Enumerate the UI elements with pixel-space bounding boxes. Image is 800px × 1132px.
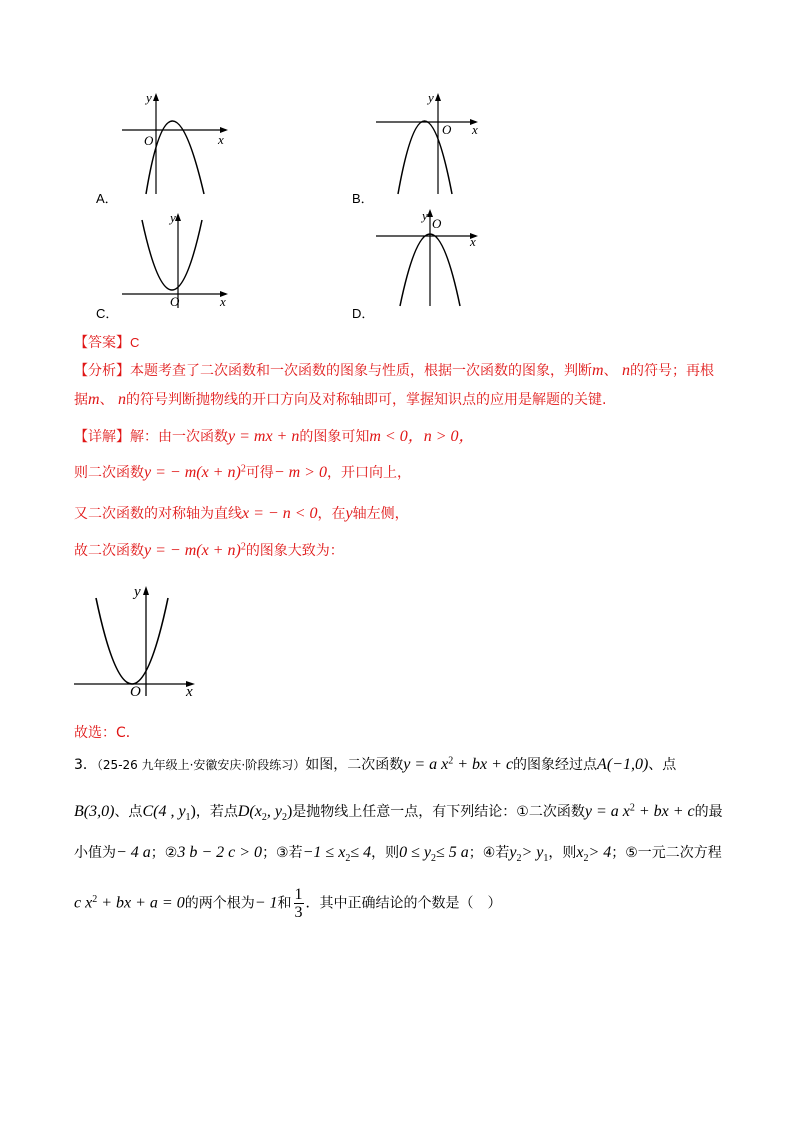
graph-b: [372, 90, 492, 200]
detail-line-1: [74, 423, 475, 446]
solution-y-label: y: [134, 584, 141, 600]
equation: y = a x: [584, 803, 630, 820]
analysis-tag: 【分析】: [74, 363, 130, 379]
paren: ): [190, 803, 196, 820]
answer-tag: 【答案】: [74, 335, 130, 351]
subscript: 2: [261, 811, 267, 823]
analysis-text-1-end: 的符号；再根: [630, 363, 715, 379]
q3-text: ；②: [150, 845, 178, 861]
graph-c: [112, 208, 238, 312]
point-d: , y: [266, 803, 282, 820]
detail-text: 可得: [245, 465, 274, 481]
expression: − 4 a: [116, 844, 151, 861]
var-n: n: [118, 391, 127, 408]
q3-text: ；③若: [262, 845, 303, 861]
q3-text: ．其中正确结论的个数是（ ）: [305, 895, 502, 912]
graph-b-y-label: y: [428, 90, 434, 105]
question-number: 3．: [74, 757, 97, 773]
analysis-text-1: 本题考查了二次函数和一次函数的图象与性质，根据一次函数的图象，判断: [130, 363, 592, 379]
solution-graph: [70, 580, 210, 698]
analysis-text-2-end: 的符号判断抛物线的开口方向及对称轴即可，掌握知识点的应用是解题的关键.: [126, 392, 607, 408]
q3-line-2: [74, 801, 723, 823]
graph-b-x-label: x: [472, 122, 478, 137]
graph-d-y-label: y: [422, 208, 428, 223]
separator: 、: [603, 363, 618, 379]
inequality: − m > 0: [273, 464, 327, 481]
equation: y = − m(x + n): [144, 464, 241, 481]
subscript: 2: [430, 852, 436, 864]
detail-text: 的图象可知: [299, 429, 370, 445]
graph-d: [370, 206, 490, 312]
graph-a: [118, 90, 238, 200]
inequality: m < 0，n > 0，: [369, 428, 475, 445]
graph-d-origin-label: O: [432, 216, 442, 231]
detail-text: ，在: [317, 506, 346, 522]
subscript: 2: [281, 811, 287, 823]
detail-line-3: [74, 503, 409, 523]
fraction-numerator: 1: [294, 886, 303, 903]
choice-line: 故选：C．: [74, 725, 140, 741]
detail-line-4: [74, 540, 344, 560]
equation: x = − n < 0: [242, 505, 318, 522]
graph-c-origin-label: O: [170, 294, 180, 309]
expression: 0 ≤ y: [399, 844, 431, 861]
expression: −1 ≤ x: [302, 844, 346, 861]
expression: x: [576, 844, 584, 861]
equation: y = − m(x + n): [144, 542, 241, 559]
equation: + bx + c: [453, 756, 514, 773]
detail-text: 又二次函数的对称轴为直线: [74, 506, 242, 522]
q3-text: ；⑤一元二次方程: [611, 845, 722, 861]
q3-text: 的两个根为: [184, 895, 255, 912]
graph-d-x-label: x: [470, 234, 476, 249]
q3-text: ；④若: [468, 845, 510, 861]
exponent: 2: [240, 541, 246, 553]
q3-text: 、点: [648, 757, 677, 773]
option-a-label[interactable]: A．: [96, 191, 118, 206]
q3-line-4: [74, 886, 502, 921]
separator: 、: [99, 392, 114, 408]
answer-value: C: [130, 335, 140, 350]
expression: > 4: [588, 844, 612, 861]
detail-text: 的图象大致为：: [245, 543, 344, 559]
subscript: 2: [583, 852, 589, 864]
q3-text: ，若点: [195, 804, 238, 820]
expression: > y: [521, 844, 544, 861]
exponent: 2: [92, 893, 98, 905]
graph-a-x-label: x: [218, 132, 224, 147]
subscript: 2: [345, 852, 351, 864]
expression: ≤ 4: [350, 844, 372, 861]
detail-line-2: [74, 462, 411, 482]
point-c: C(4 , y: [142, 803, 186, 820]
q3-text: 是抛物线上任意一点，有下列结论：①二次函数: [292, 804, 585, 820]
equation: + bx + c: [634, 803, 695, 820]
detail-text: 解：由一次函数: [130, 429, 228, 445]
graph-a-origin-label: O: [144, 133, 154, 148]
var-m: m: [592, 362, 604, 379]
var-y: y: [345, 505, 353, 522]
detail-text: 轴左侧，: [352, 506, 409, 522]
expression: − 1: [254, 894, 278, 912]
q3-line-3: [74, 842, 722, 864]
expression: ≤ 5 a: [435, 844, 469, 861]
graph-c-x-label: x: [220, 294, 226, 309]
option-c-label[interactable]: C．: [96, 306, 119, 321]
solution-x-label: x: [186, 684, 193, 698]
solution-origin-label: O: [130, 684, 141, 698]
analysis-line-1: [74, 360, 714, 380]
question-source: （25-26 九年级上·安徽安庆·阶段练习）: [96, 758, 306, 772]
q3-text: 小值为: [74, 845, 116, 861]
q3-text: 的最: [694, 804, 723, 820]
q3-text: 、点: [114, 804, 143, 820]
detail-text: 则二次函数: [74, 465, 144, 481]
var-m: m: [88, 391, 100, 408]
paren: ): [286, 803, 293, 820]
point-d: D(x: [237, 803, 262, 820]
equation: y = mx + n: [228, 428, 300, 445]
graph-a-y-label: y: [146, 90, 152, 105]
detail-text: ，开口向上，: [326, 465, 411, 481]
q3-line-1: [74, 754, 676, 774]
fraction-one-third: [294, 886, 304, 921]
var-n: n: [622, 362, 631, 379]
fraction-denominator: 3: [294, 904, 303, 921]
q3-text: 和: [277, 895, 292, 912]
subscript: 2: [516, 852, 522, 864]
detail-text: 故二次函数: [74, 543, 144, 559]
equation: y = a x: [403, 756, 449, 773]
exponent: 2: [448, 755, 454, 767]
analysis-text-2-start: 据: [74, 392, 88, 408]
expression: y: [509, 844, 517, 861]
equation: c x: [74, 894, 93, 912]
graph-b-origin-label: O: [442, 122, 452, 137]
expression: 3 b − 2 c > 0: [177, 844, 263, 861]
subscript: 1: [543, 852, 549, 864]
exponent: 2: [629, 802, 635, 814]
point-b: B(3,0): [74, 803, 115, 820]
option-b-label[interactable]: B．: [352, 191, 374, 206]
exponent: 2: [240, 463, 246, 475]
graph-c-y-label: y: [170, 210, 176, 225]
analysis-line-2: [74, 389, 606, 409]
q3-text: ，则: [371, 845, 400, 861]
detail-tag: 【详解】: [74, 429, 130, 445]
q3-text: ，则: [548, 845, 577, 861]
q3-text: 的图象经过点: [513, 757, 598, 773]
subscript: 1: [185, 811, 191, 823]
q3-text: 如图，二次函数: [305, 757, 404, 773]
equation: + bx + a = 0: [97, 894, 185, 912]
answer-line: [74, 332, 139, 352]
option-d-label[interactable]: D．: [352, 306, 375, 321]
point-a: A(−1,0): [597, 756, 649, 773]
